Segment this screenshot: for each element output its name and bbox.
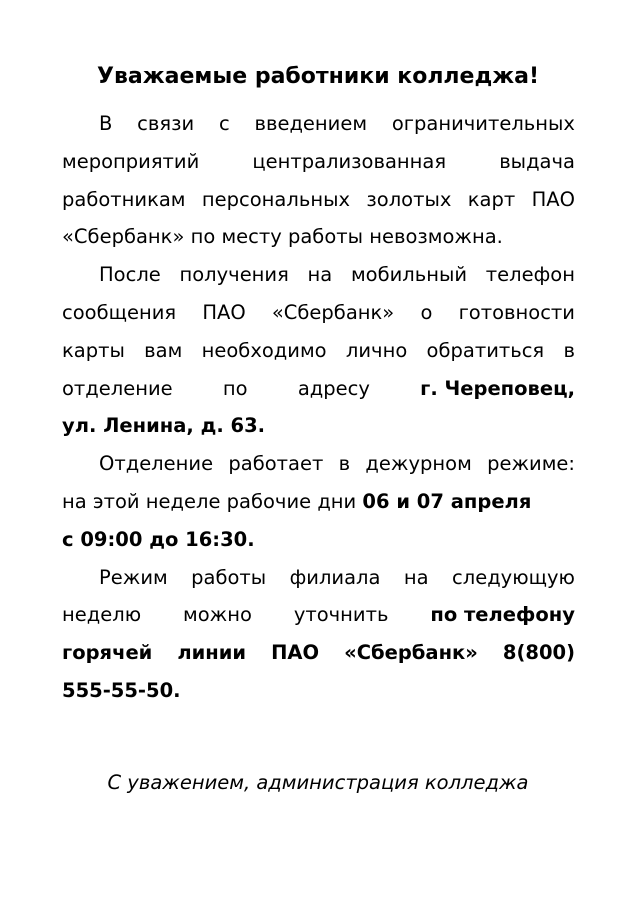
word: централизованная [252,149,447,173]
paragraph-4 [62,559,575,710]
paragraph-3 [62,445,575,558]
paragraph-3-line-3 [62,521,575,559]
paragraph-4-line-3 [62,634,575,672]
word: филиала [289,565,381,589]
word: отделение [62,376,173,400]
word: сообщения [62,300,177,324]
word: лично [345,338,408,362]
paragraph-1-line-2 [62,143,575,181]
line-text: «Сбербанк» по месту работы невозможна. [62,225,503,249]
word: персональных [201,187,351,211]
word: режиме: [487,452,575,476]
line-text: на этой неделе рабочие дни [62,489,363,513]
word: В [99,112,113,135]
word: горячей [62,641,153,665]
paragraph-3-line-1 [62,445,575,483]
signature: С уважением, администрация колледжа [107,771,529,794]
word: в [563,338,575,362]
word: «Сбербанк» [344,641,478,665]
word: ограничительных [391,112,575,135]
word: готовности [458,300,575,324]
notice-body [62,105,575,710]
word: карт [467,187,516,211]
word: ПАО [202,300,246,324]
working-dates: 06 и 07 апреля [362,489,532,513]
word: на [403,565,429,589]
address-street: ул. Ленина, д. 63. [62,414,266,438]
paragraph-2-line-1 [62,256,575,294]
word: можно [183,603,252,627]
phone-number: 555-55-50. [62,678,181,702]
paragraph-1-line-1 [62,105,575,143]
word: следующую [452,565,575,589]
paragraph-2-line-4 [62,370,575,408]
word: мобильный [350,263,468,287]
word: телефон [485,263,575,287]
word: дежурном [365,452,472,476]
word: карты [62,338,125,362]
paragraph-4-line-2 [62,596,575,634]
word: Режим [99,565,168,589]
word: связи [137,112,195,135]
word: в [338,452,351,476]
address-city: г. Череповец, [420,376,575,400]
word: золотых [366,187,452,211]
word: по [222,376,248,400]
word: необходимо [201,338,327,362]
word: работает [228,452,324,476]
word: выдача [499,149,575,173]
paragraph-1 [62,105,575,256]
word: «Сбербанк» [271,300,395,324]
word: линии [177,641,247,665]
paragraph-2 [62,256,575,445]
phone-label: по телефону [430,603,575,627]
word: мероприятий [62,149,200,173]
word: о [420,300,433,324]
word: на [307,263,333,287]
word: обратиться [426,338,545,362]
notice-title: Уважаемые работники колледжа! [96,64,540,89]
paragraph-2-line-2 [62,294,575,332]
word: с [218,112,230,135]
word: адресу [297,376,370,400]
word: работы [191,565,267,589]
paragraph-3-line-2 [62,483,575,521]
word: неделю [62,603,142,627]
word: Отделение [99,452,214,476]
working-hours: с 09:00 до 16:30. [62,527,255,551]
paragraph-2-line-5 [62,407,575,445]
word: После [99,263,161,287]
paragraph-1-line-3 [62,181,575,219]
word: введением [254,112,368,135]
word: уточнить [293,603,389,627]
word: 8(800) [502,641,575,665]
word: вам [144,338,183,362]
word: ПАО [271,641,320,665]
paragraph-4-line-1 [62,559,575,597]
paragraph-4-line-4 [62,672,575,710]
word: ПАО [531,187,575,211]
word: работникам [62,187,186,211]
paragraph-2-line-3 [62,332,575,370]
word: получения [179,263,289,287]
paragraph-1-line-4 [62,218,575,256]
